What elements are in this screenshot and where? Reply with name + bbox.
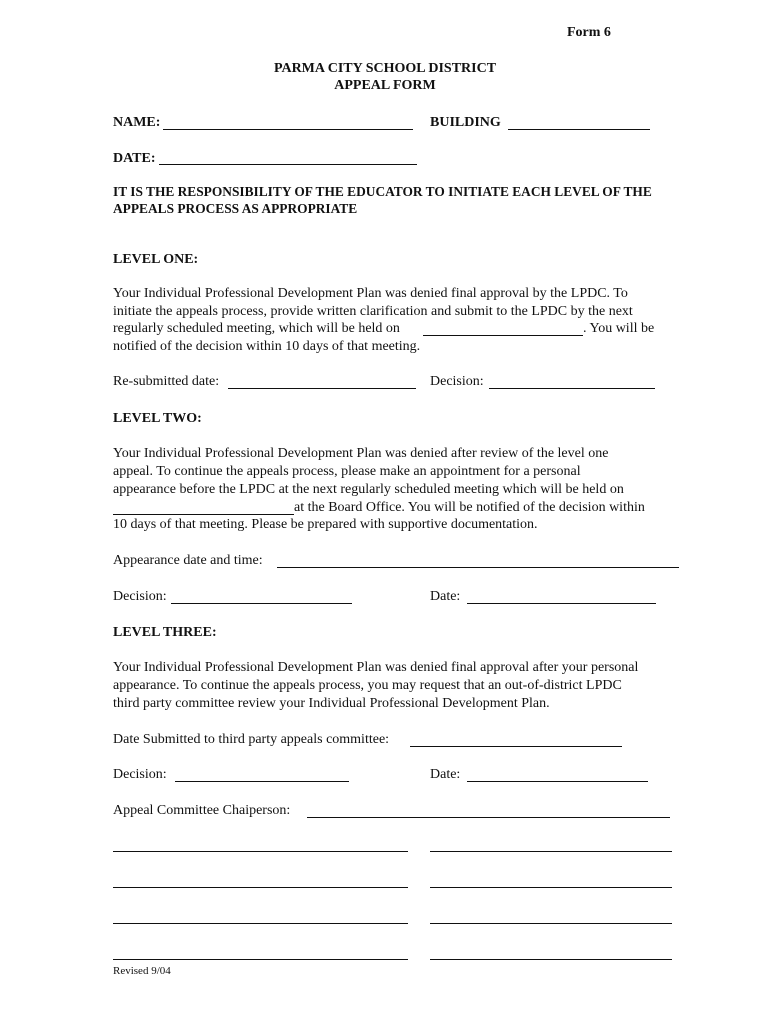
chairperson-label: Appeal Committee Chaiperson: <box>113 803 291 818</box>
district-title: PARMA CITY SCHOOL DISTRICT <box>273 61 497 76</box>
building-label: BUILDING <box>430 115 501 130</box>
level-one-paragraph: Your Individual Professional Development Plan was denied final approval by the LPDC. To <box>113 286 628 301</box>
level-three-paragraph: appearance. To continue the appeals process, you may request that an out-of-district LPDC <box>113 678 622 693</box>
name-label: NAME: <box>113 115 161 130</box>
committee-signature-line[interactable] <box>113 887 408 888</box>
level-one-paragraph: initiate the appeals process, provide written clarification and submit to the LPDC by the next <box>113 304 633 319</box>
level-two-date-label: Date: <box>430 589 461 604</box>
form-title: APPEAL FORM <box>334 78 436 93</box>
level-one-paragraph: regularly scheduled meeting, which will be held on <box>113 321 400 336</box>
form-number: Form 6 <box>567 25 611 40</box>
level-three-heading: LEVEL THREE: <box>113 625 217 640</box>
level-two-date-field[interactable] <box>467 603 656 604</box>
committee-signature-line[interactable] <box>113 923 408 924</box>
level-three-decision-field[interactable] <box>175 781 349 782</box>
level-one-paragraph: . You will be <box>583 321 655 336</box>
committee-signature-line[interactable] <box>430 887 672 888</box>
level-two-paragraph: 10 days of that meeting. Please be prepared with supportive documentation. <box>113 517 538 532</box>
name-field[interactable] <box>163 129 413 130</box>
level-two-paragraph: appearance before the LPDC at the next regularly scheduled meeting which will be held on <box>113 482 624 497</box>
date-field[interactable] <box>159 164 417 165</box>
resubmitted-date-field[interactable] <box>228 388 416 389</box>
level-two-paragraph: at the Board Office. You will be notified of the decision within <box>294 500 645 515</box>
level-two-paragraph: appeal. To continue the appeals process, please make an appointment for a personal <box>113 464 581 479</box>
meeting-date-field[interactable] <box>423 335 583 336</box>
level-three-date-field[interactable] <box>467 781 648 782</box>
committee-signature-line[interactable] <box>113 959 408 960</box>
level-one-decision-label: Decision: <box>430 374 484 389</box>
resubmitted-date-label: Re-submitted date: <box>113 374 220 389</box>
level-one-decision-field[interactable] <box>489 388 655 389</box>
date-label: DATE: <box>113 151 156 166</box>
level-three-date-label: Date: <box>430 767 461 782</box>
committee-signature-line[interactable] <box>430 851 672 852</box>
level-one-paragraph: notified of the decision within 10 days of that meeting. <box>113 339 421 354</box>
level-one-heading: LEVEL ONE: <box>113 252 199 267</box>
committee-signature-line[interactable] <box>113 851 408 852</box>
appearance-field[interactable] <box>277 567 679 568</box>
chairperson-field[interactable] <box>307 817 670 818</box>
date-submitted-label: Date Submitted to third party appeals committee: <box>113 732 390 747</box>
level-two-decision-field[interactable] <box>171 603 352 604</box>
level-two-meeting-date-field[interactable] <box>113 514 294 515</box>
level-two-heading: LEVEL TWO: <box>113 411 202 426</box>
responsibility-notice-cont: APPEALS PROCESS AS APPROPRIATE <box>113 201 358 216</box>
appearance-label: Appearance date and time: <box>113 553 263 568</box>
responsibility-notice: IT IS THE RESPONSIBILITY OF THE EDUCATOR TO INITIATE EACH LEVEL OF THE <box>113 184 652 199</box>
level-three-paragraph: Your Individual Professional Development Plan was denied final approval after your personal <box>113 660 639 675</box>
level-two-paragraph: Your Individual Professional Development Plan was denied after review of the level one <box>113 446 609 461</box>
committee-signature-line[interactable] <box>430 923 672 924</box>
date-submitted-field[interactable] <box>410 746 622 747</box>
level-three-paragraph: third party committee review your Individual Professional Development Plan. <box>113 696 550 711</box>
building-field[interactable] <box>508 129 650 130</box>
level-three-decision-label: Decision: <box>113 767 167 782</box>
level-two-decision-label: Decision: <box>113 589 167 604</box>
committee-signature-line[interactable] <box>430 959 672 960</box>
revised-date: Revised 9/04 <box>113 965 171 977</box>
